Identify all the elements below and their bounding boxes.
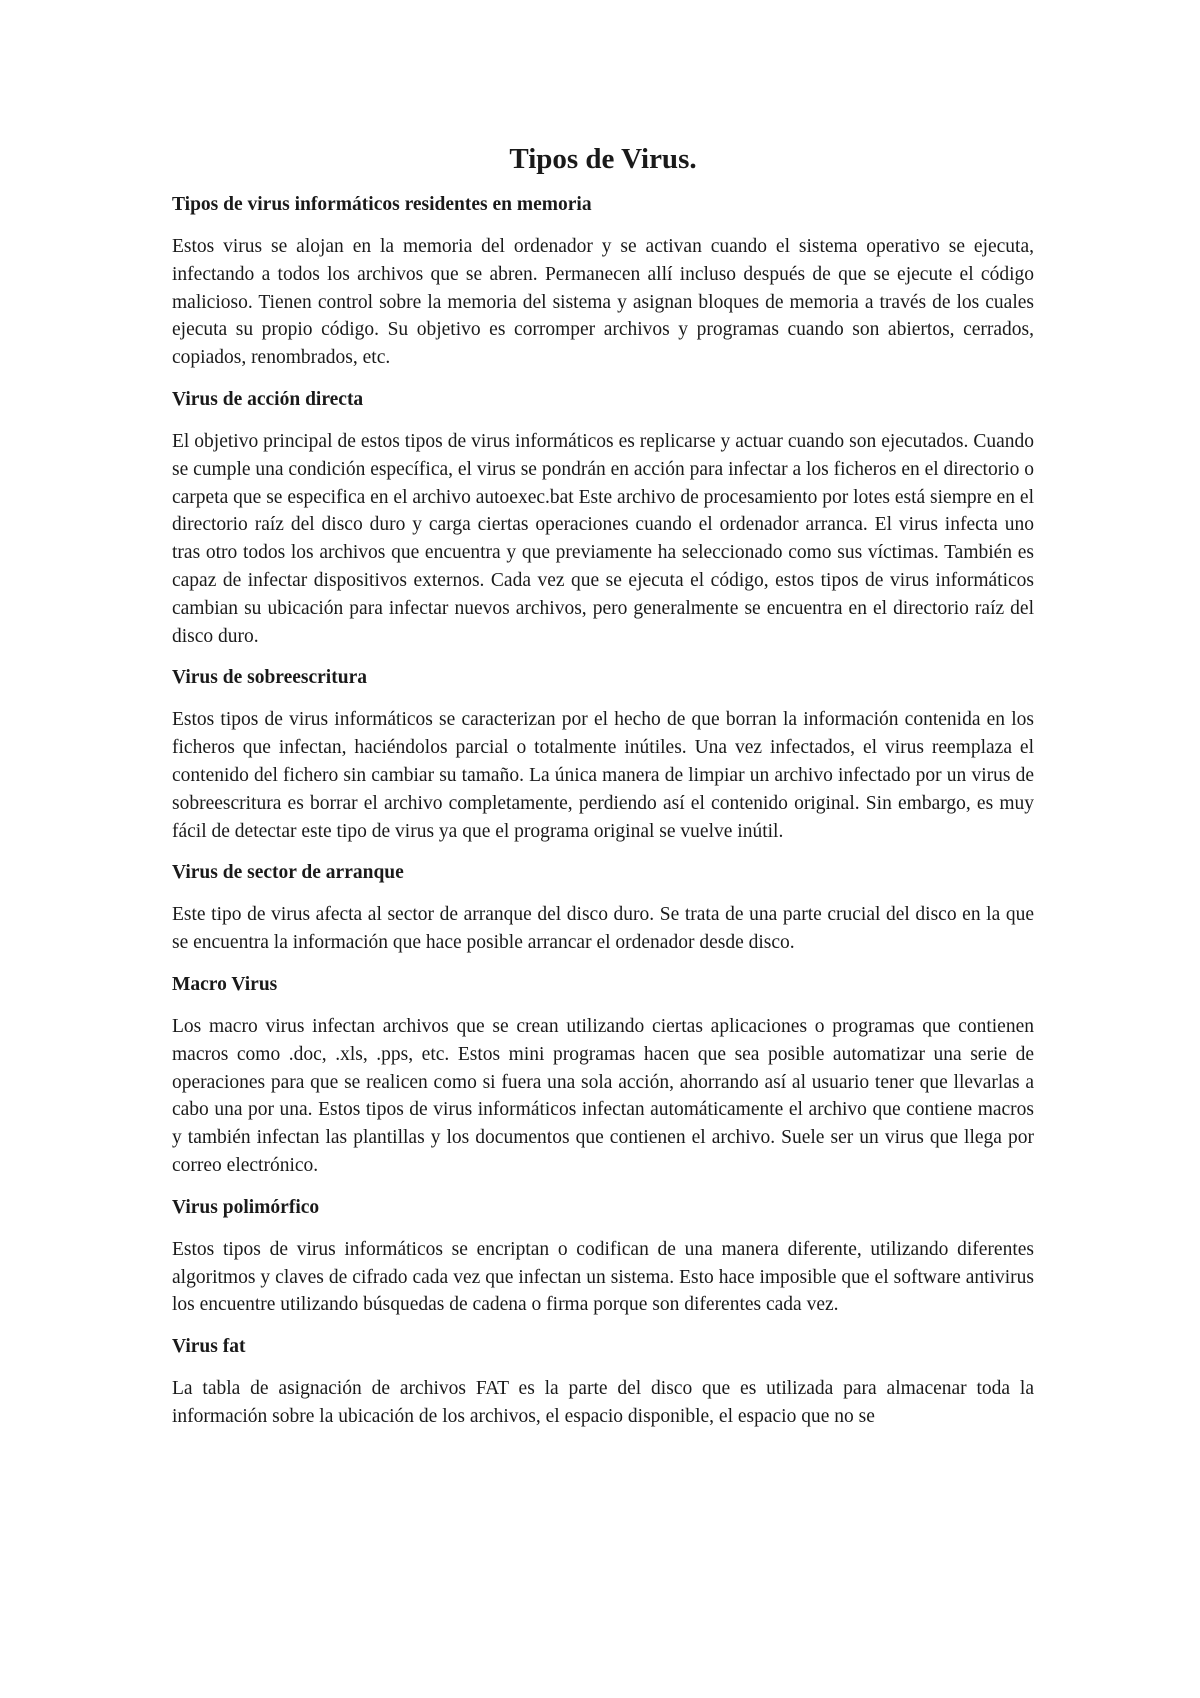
document-title: Tipos de Virus. (509, 143, 697, 175)
section-heading-sobreescritura: Virus de sobreescritura (172, 667, 367, 689)
section-body-macro-virus: Los macro virus infectan archivos que se crean utilizando ciertas aplicaciones o programas que contienen macros como .doc, .xls, .pps, etc. Estos mini programas hacen que sea posible automatizar una serie de operaciones para que se realicen como si fuera una sola acción, ahorrando así al usuario tener que llevarlas a cabo una por una. Estos tipos de virus informáticos infectan automáticamente el archivo que contiene macros y también infectan las plantillas y los documentos que contienen el archivo. Suele ser un virus que llega por correo electrónico. (172, 1015, 1034, 1176)
section-body-polimorfico: Estos tipos de virus informáticos se encriptan o codifican de una manera diferente, utilizando diferentes algoritmos y claves de cifrado cada vez que infectan un sistema. Esto hace imposible que el software antivirus los encuentre utilizando búsquedas de cadena o firma porque son diferentes cada vez. (172, 1238, 1034, 1316)
section-body-accion-directa: El objetivo principal de estos tipos de virus informáticos es replicarse y actuar cuando son ejecutados. Cuando se cumple una condición específica, el virus se pondrán en acción para infectar a los ficheros en el directorio o carpeta que se especifica en el archivo autoexec.bat Este archivo de procesamiento por lotes está siempre en el directorio raíz del disco duro y carga ciertas operaciones cuando el ordenador arranca. El virus infecta uno tras otro todos los archivos que encuentra y que previamente ha seleccionado como sus víctimas. También es capaz de infectar dispositivos externos. Cada vez que se ejecuta el código, estos tipos de virus informáticos cambian su ubicación para infectar nuevos archivos, pero generalmente se encuentra en el directorio raíz del disco duro. (172, 430, 1034, 647)
section-body-fat: La tabla de asignación de archivos FAT es la parte del disco que es utilizada para almacenar toda la información sobre la ubicación de los archivos, el espacio disponible, el espacio que no se (172, 1378, 1034, 1427)
section-heading-sector-arranque: Virus de sector de arranque (172, 862, 404, 884)
section-body-residentes: Estos virus se alojan en la memoria del ordenador y se activan cuando el sistema operativo se ejecuta, infectando a todos los archivos que se abren. Permanecen allí incluso después de que se ejecute el código malicioso. Tienen control sobre la memoria del sistema y asignan bloques de memoria a través de los cuales ejecuta su propio código. Su objetivo es corromper archivos y programas cuando son abiertos, cerrados, copiados, renombrados, etc. (172, 236, 1034, 369)
section-heading-residentes: Tipos de virus informáticos residentes en memoria (172, 194, 592, 215)
section-body-sector-arranque: Este tipo de virus afecta al sector de arranque del disco duro. Se trata de una parte crucial del disco en la que se encuentra la información que hace posible arrancar el ordenador desde disco. (172, 904, 1034, 954)
document-page (172, 140, 1034, 1445)
section-heading-fat: Virus fat (172, 1336, 246, 1358)
section-heading-polimorfico: Virus polimórfico (172, 1196, 320, 1218)
section-body-sobreescritura: Estos tipos de virus informáticos se caracterizan por el hecho de que borran la información contenida en los ficheros que infectan, haciéndolos parcial o totalmente inútiles. Una vez infectados, el virus reemplaza el contenido del fichero sin cambiar su tamaño. La única manera de limpiar un archivo infectado por un virus de sobreescritura es borrar el archivo completamente, perdiendo así el contenido original. Sin embargo, es muy fácil de detectar este tipo de virus ya que el programa original se vuelve inútil. (172, 709, 1034, 842)
section-heading-accion-directa: Virus de acción directa (172, 388, 364, 410)
section-heading-macro-virus: Macro Virus (172, 973, 278, 995)
